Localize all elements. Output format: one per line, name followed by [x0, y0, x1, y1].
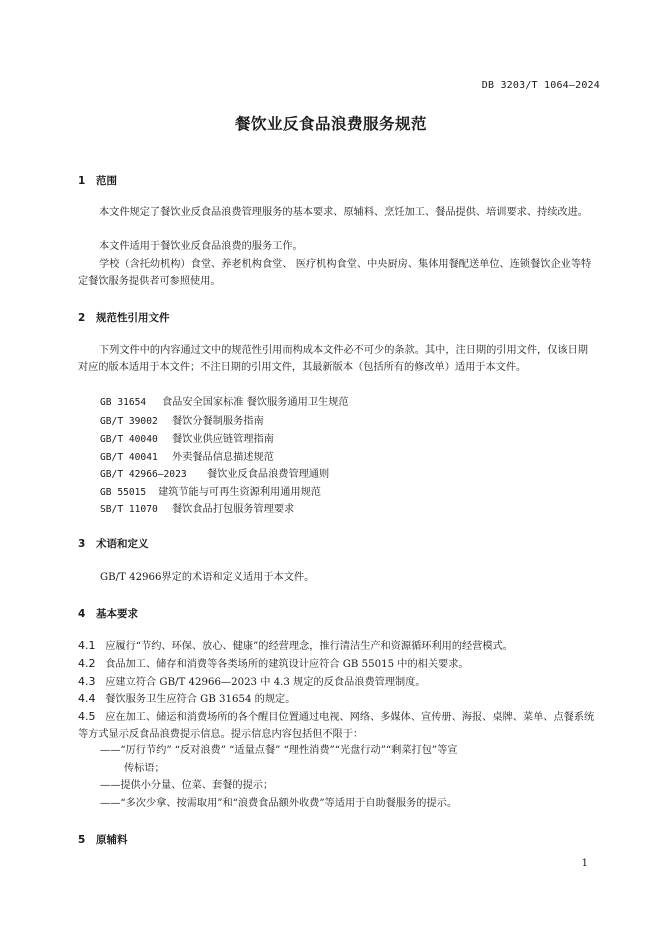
section-title: 术语和定义: [96, 538, 149, 550]
section-number: 5: [78, 834, 86, 846]
reference-title: 食品安全国家标准 餐饮服务通用卫生规范: [162, 397, 349, 408]
reference-code: GB 55015: [100, 487, 147, 498]
clause-number: 4.5: [78, 710, 96, 723]
reference-code: GB/T 39002: [100, 416, 158, 427]
clause-text: 应建立符合 GB/T 42966—2023 中 4.3 规定的反食品浪费管理制度。: [105, 677, 426, 688]
section-2-heading: [78, 310, 170, 325]
reference-code: GB/T 40040: [100, 434, 158, 445]
requirement-item: [78, 709, 600, 743]
dash-list-item: ——“多次少拿、按需取用”和“浪费食品额外收费”等适用于自助餐服务的提示。: [100, 798, 458, 809]
reference-title: 餐饮业供应链管理指南: [172, 434, 274, 445]
reference-item: [100, 432, 274, 448]
reference-title: 外卖餐品信息描述规范: [172, 452, 274, 463]
reference-item: [100, 450, 274, 466]
reference-code: GB/T 42966—2023: [100, 469, 187, 480]
section-title: 规范性引用文件: [96, 312, 170, 324]
section-1-paragraph: 本文件规定了餐饮业反食品浪费管理服务的基本要求、原辅料、烹饪加工、餐品提供、培训要求、持续改进。: [99, 207, 588, 218]
reference-item: [100, 395, 349, 411]
clause-text: 食品加工、储存和消费等各类场所的建筑设计应符合 GB 55015 中的相关要求。: [105, 659, 469, 670]
clause-text: 应在加工、储运和消费场所的各个醒目位置通过电视、网络、多媒体、宣传册、海报、桌牌、菜单、点餐系统等方式显示反食品浪费提示信息。提示信息内容包括但不限于：: [78, 712, 595, 740]
reference-title: 餐饮分餐制服务指南: [172, 416, 264, 427]
clause-text: 餐饮服务卫生应符合 GB 31654 的规定。: [105, 694, 296, 705]
section-1-paragraph: 本文件适用于餐饮业反食品浪费的服务工作。: [99, 241, 303, 252]
requirement-item: [78, 638, 600, 656]
dash-list-continuation: 传标语；: [124, 763, 165, 774]
dash-list-item: ——“厉行节约” “反对浪费” “适量点餐” “理性消费”“光盘行动”“剩菜打包”等宣: [100, 745, 458, 756]
section-2-intro: 下列文件中的内容通过文中的规范性引用而构成本文件必不可少的条款。其中，注日期的引用文件，仅该日期对应的版本适用于本文件；不注日期的引用文件，其最新版本（包括所有的修改单）适用于本文件。: [78, 345, 588, 373]
reference-code: GB/T 40041: [100, 452, 158, 463]
reference-title: 建筑节能与可再生资源利用通用规范: [158, 487, 321, 498]
section-title: 原辅料: [96, 834, 128, 846]
section-number: 3: [78, 538, 86, 550]
reference-item: [100, 467, 329, 483]
section-3-heading: [78, 536, 149, 551]
reference-title: 餐饮食品打包服务管理要求: [172, 504, 295, 515]
section-number: 4: [78, 608, 86, 620]
document-code: DB 3203/T 1064—2024: [481, 80, 600, 91]
dash-list-item: ——提供小分量、位菜、套餐的提示；: [100, 780, 274, 791]
page-number: 1: [581, 858, 588, 869]
section-title: 基本要求: [96, 608, 138, 620]
clause-number: 4.2: [78, 657, 96, 670]
section-title: 范围: [96, 175, 117, 187]
clause-text: 应履行“节约、环保、放心、健康”的经营理念，推行清洁生产和资源循环利用的经营模式。: [105, 641, 513, 652]
requirement-item: [78, 674, 600, 692]
clause-number: 4.1: [78, 639, 96, 652]
requirement-item: [78, 691, 600, 709]
document-title: 餐饮业反食品浪费服务规范: [234, 115, 427, 133]
section-5-heading: [78, 832, 128, 847]
reference-item: [100, 485, 321, 501]
section-1-heading: [78, 173, 117, 188]
requirement-item: [78, 656, 600, 674]
reference-item: [100, 502, 294, 518]
section-number: 1: [78, 175, 86, 187]
clause-number: 4.4: [78, 692, 96, 705]
reference-code: SB/T 11070: [100, 504, 158, 515]
section-1-paragraph: 学校（含托幼机构）食堂、养老机构食堂、 医疗机构食堂、中央厨房、集体用餐配送单位、连锁餐饮企业等特定餐饮服务提供者可参照使用。: [78, 259, 592, 287]
reference-code: GB 31654: [100, 397, 147, 408]
section-4-heading: [78, 606, 138, 621]
reference-title: 餐饮业反食品浪费管理通则: [207, 469, 330, 480]
clause-number: 4.3: [78, 675, 96, 688]
reference-item: [100, 414, 264, 430]
section-number: 2: [78, 312, 86, 324]
section-3-text: GB/T 42966界定的术语和定义适用于本文件。: [100, 572, 315, 583]
